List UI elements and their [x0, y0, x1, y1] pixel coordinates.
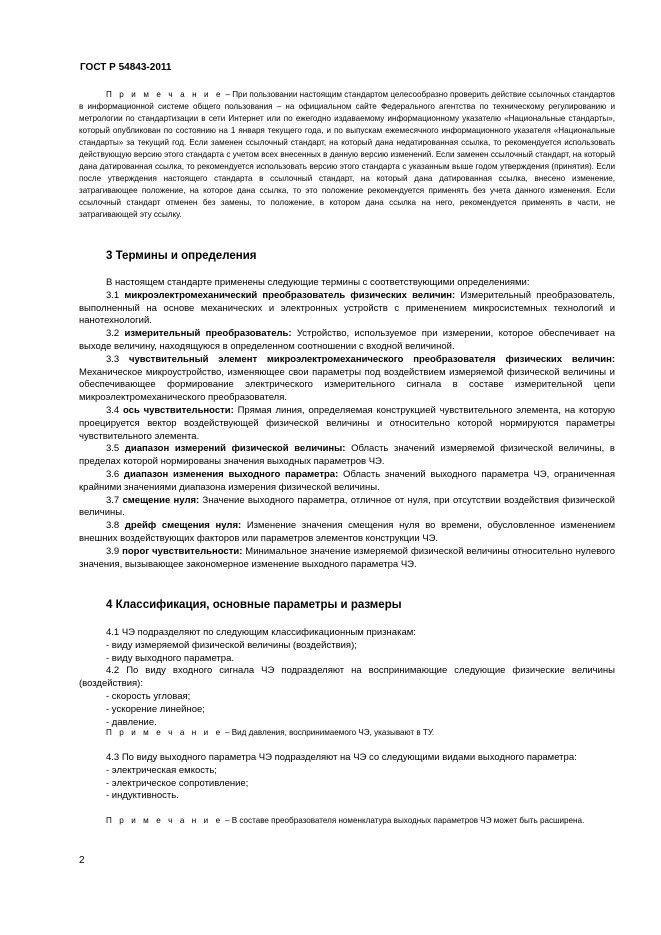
note-4-3 [79, 815, 615, 827]
term-3-9: 3.9 порог чувствительности: Минимальное значение измеряемой физической величины относительно нулевого значения, вызывающее закономерное изменение выходного параметра ЧЭ. [79, 545, 615, 570]
note-4-2 [79, 727, 615, 739]
reference-note [79, 89, 615, 221]
section-3-title: 3 Термины и определения [106, 250, 257, 262]
document-code: ГОСТ Р 54843-2011 [80, 62, 172, 73]
term-3-8: 3.8 дрейф смещения нуля: Изменение значения смещения нуля во времени, обусловленное изменением внешних воздействующих факторов или параметров элементов конструкции ЧЭ. [79, 520, 615, 544]
term-3-4: 3.4 ось чувствительности: Прямая линия, определяемая конструкцией чувствительного элемента, на которую проецируется вектор воздействующей физической величины и относительно которой нормируются параметры чувствительного элемента. [79, 404, 615, 442]
section-4-part-1 [79, 627, 615, 729]
term-3-3: 3.3 чувствительный элемент микроэлектромеханического преобразователя физических величин: Механическое микроустройство, изменяющее свои параметры под воздействием измеряемой физической величины и обеспечивающее формирование электрического измерительного сигнала в составе измерительной цепи микроэлектромеханического преобразователя. [79, 353, 615, 404]
note-text: – В составе преобразователя номенклатура выходных параметров ЧЭ может быть расширена. [222, 816, 585, 825]
term-3-5: 3.5 диапазон измерений физической величины: Область значений измеряемой физической величины, в пределах которой нормированы значения выходных параметров ЧЭ. [79, 443, 615, 468]
section-3-body [79, 277, 615, 571]
list-item: - давление. [106, 716, 157, 728]
note-text: – Вид давления, воспринимаемого ЧЭ, указывают в ТУ. [222, 728, 435, 737]
page-number: 2 [79, 855, 85, 866]
note-label: П р и м е ч а н и е [106, 728, 223, 737]
list-item: - электрическая емкость; [106, 764, 217, 776]
clause-4-1: 4.1 ЧЭ подразделяют по следующим классификационным признакам: [106, 627, 416, 638]
note-label: П р и м е ч а н и е [106, 816, 223, 825]
list-item: - виду выходного параметра. [106, 652, 234, 664]
clause-4-2: 4.2 По виду входного сигнала ЧЭ подразделяют на воспринимающие следующие физические величины (воздействия): [79, 665, 615, 690]
clause-4-3: 4.3 По виду выходного параметра ЧЭ подразделяют на ЧЭ со следующими видами выходного параметра: [106, 752, 577, 763]
term-3-7: 3.7 смещение нуля: Значение выходного параметра, отличное от нуля, при отсутствии воздействия физической величины. [79, 494, 615, 519]
list-item: - виду измеряемой физической величины (воздействия); [106, 639, 357, 651]
list-item: - ускорение линейное; [106, 703, 205, 715]
list-item: - электрическое сопротивление; [106, 777, 249, 789]
section-3-intro: В настоящем стандарте применены следующие термины с соответствующими определениями: [106, 277, 530, 288]
list-item: - скорость угловая; [106, 690, 191, 702]
term-3-2: 3.2 измерительный преобразователь: Устройство, используемое при измерении, которое обеспечивает на выходе величину, находящуюся в определенном соотношении с входной величиной. [79, 328, 615, 352]
section-4-title: 4 Классификация, основные параметры и размеры [106, 599, 402, 611]
section-4-part-2 [79, 752, 615, 803]
list-item: - индуктивность. [106, 790, 179, 802]
note-text: – При пользовании настоящим стандартом целесообразно проверить действие ссылочных стандартов в информационной системе общего пользования – на официальном сайте Федерального агентства по техническому регулированию и метрологии по стандартизации в сети Интернет или по ежегодно издаваемому информационному указателю «Национальные стандарты», который опубликован по состоянию на 1 января текущего года, и по выпускам ежемесячного информационного указателя «Национальные стандарты» за текущий год. Если заменен ссылочный стандарт, на который дана недатированная ссылка, то рекомендуется использовать действующую версию этого стандарта с учетом всех внесенных в данную версию изменений. Если заменен ссылочный стандарт, на который дана датированная ссылка, то рекомендуется использовать версию этого стандарта с указанным выше годом утверждения (принятия). Если после утверждения настоящего стандарта в ссылочный стандарт, на который дана датированная ссылка, внесено изменение, затрагивающее положение, на которое дана ссылка, то это положение рекомендуется применять без учета данного изменения. Если ссылочный стандарт отменен без замены, то положение, в котором дана ссылка на него, рекомендуется применять в части, не затрагивающей эту ссылку. [79, 90, 615, 219]
term-3-1: 3.1 микроэлектромеханический преобразователь физических величин: Измерительный преобразователь, выполненный на основе механических и электронных устройств с применением микросистемных технологий и нанотехнологий. [79, 289, 615, 327]
term-3-6: 3.6 диапазон изменения выходного параметра: Область значений выходного параметра ЧЭ, ограниченная крайними значениями диапазона измерения физической величины. [79, 468, 615, 493]
note-label: П р и м е ч а н и е [106, 90, 224, 99]
